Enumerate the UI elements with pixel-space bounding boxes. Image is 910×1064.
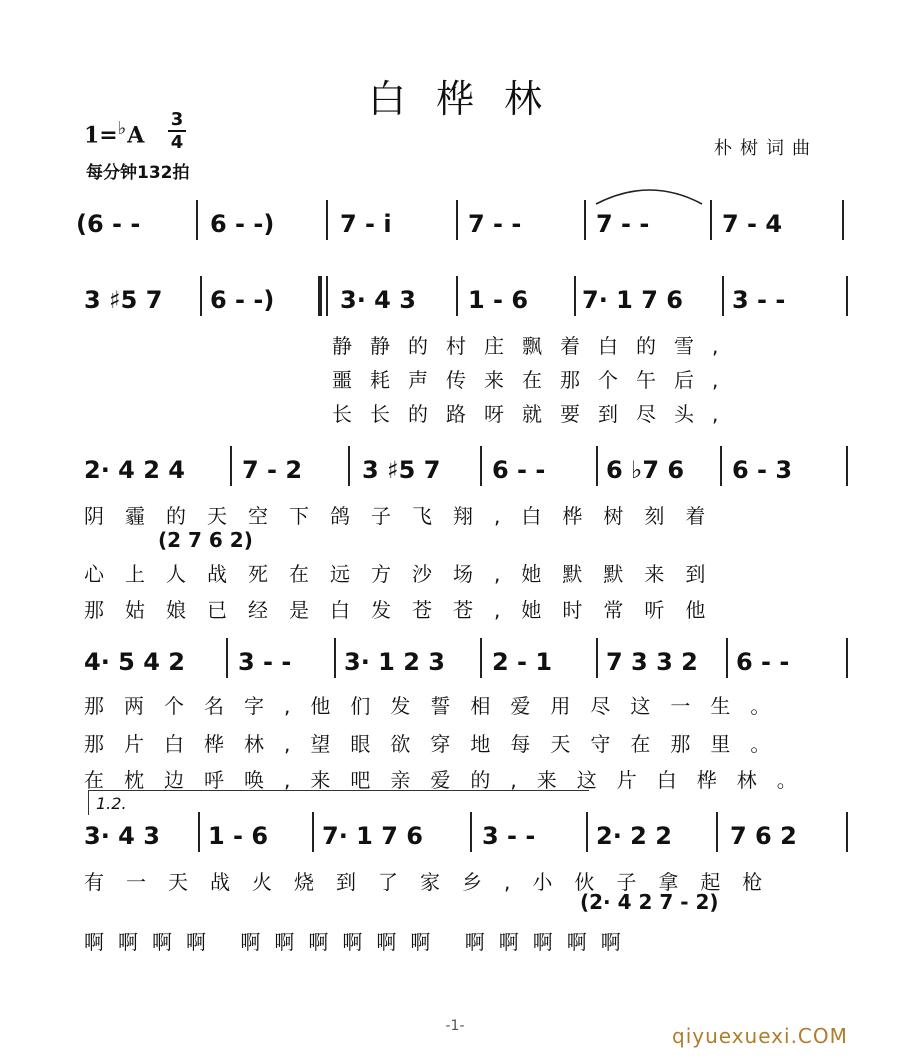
measure: 2 - 1 (492, 648, 553, 676)
measure: 7 3 3 2 (606, 648, 698, 676)
lyric-line: 那两个名字,他们发誓相爱用尽这一生。 (84, 694, 791, 718)
measure: (6 - - (76, 210, 141, 238)
barline (326, 276, 328, 316)
barline (846, 812, 848, 852)
measure: 7 - i (340, 210, 392, 238)
barline (456, 276, 458, 316)
barline (596, 638, 598, 678)
barline (710, 200, 712, 240)
measure: 2· 2 2 (596, 822, 672, 850)
barline (480, 638, 482, 678)
alt-melody: (2 7 6 2) (158, 528, 253, 552)
alt-melody: (2· 4 2 7 - 2) (580, 890, 719, 914)
measure: 7· 1 7 6 (582, 286, 683, 314)
measure: 3· 1 2 3 (344, 648, 445, 676)
measure: 6 - -) (210, 210, 275, 238)
lyric-line: 心上人战死在远方沙场,她默默来到 (84, 562, 727, 586)
time-top: 3 (170, 109, 184, 130)
measure: 3 - - (238, 648, 292, 676)
barline (846, 446, 848, 486)
barline (196, 200, 198, 240)
barline (574, 276, 576, 316)
barline (480, 446, 482, 486)
measure: 7 - 4 (722, 210, 783, 238)
measure: 3· 4 3 (84, 822, 160, 850)
composer-credit: 朴树词曲 (714, 138, 818, 159)
lyric-line: 那片白桦林,望眼欲穿地每天守在那里。 (84, 732, 791, 756)
lyric-line: 啊啊啊啊 啊啊啊啊啊啊 啊啊啊啊啊 (84, 930, 635, 954)
barline (470, 812, 472, 852)
page-number: -1- (445, 1018, 465, 1034)
lyric-line: 阴霾的天空下鸽子飞翔,白桦树刻着 (84, 504, 727, 528)
barline (200, 276, 202, 316)
barline (842, 200, 844, 240)
lyric-line: 静静的村庄飘着白的雪, (332, 334, 737, 358)
barline (722, 276, 724, 316)
key-note: A (127, 122, 145, 149)
barline (230, 446, 232, 486)
measure: 3 ♯5 7 (84, 286, 163, 314)
barline (584, 200, 586, 240)
measure: 7 - - (596, 210, 650, 238)
volta-bracket (88, 790, 589, 815)
measure: 3 ♯5 7 (362, 456, 441, 484)
repeat-start (318, 276, 322, 316)
lyric-line: 有一天战火烧到了家乡,小伙子拿起枪 (84, 870, 785, 894)
barline (334, 638, 336, 678)
flat-sign: ♭ (117, 118, 127, 139)
measure: 6 - -) (210, 286, 275, 314)
barline (716, 812, 718, 852)
barline (596, 446, 598, 486)
barline (326, 200, 328, 240)
time-bottom: 4 (170, 132, 184, 153)
volta-label: 1.2. (96, 794, 127, 813)
measure: 3 - - (482, 822, 536, 850)
measure: 3· 4 3 (340, 286, 416, 314)
measure: 7 6 2 (730, 822, 797, 850)
measure: 6 - - (492, 456, 546, 484)
barline (198, 812, 200, 852)
barline (846, 276, 848, 316)
barline (312, 812, 314, 852)
measure: 6 - 3 (732, 456, 793, 484)
barline (226, 638, 228, 678)
barline (348, 446, 350, 486)
key-signature (84, 118, 144, 148)
measure: 6 - - (736, 648, 790, 676)
barline (726, 638, 728, 678)
barline (846, 638, 848, 678)
watermark: qiyuexuexi.COM (672, 1024, 848, 1048)
key-prefix: 1= (84, 122, 118, 149)
song-title: 白桦林 (367, 77, 572, 121)
measure: 3 - - (732, 286, 786, 314)
tempo-marking: 每分钟132拍 (86, 163, 190, 183)
lyric-line: 那姑娘已经是白发苍苍,她时常听他 (84, 598, 727, 622)
measure: 6 ♭7 6 (606, 456, 685, 484)
time-signature (168, 110, 186, 152)
measure: 2· 4 2 4 (84, 456, 185, 484)
measure: 7· 1 7 6 (322, 822, 423, 850)
measure: 7 - - (468, 210, 522, 238)
lyric-line: 长长的路呀就要到尽头, (332, 402, 737, 426)
measure: 7 - 2 (242, 456, 303, 484)
lyric-line: 在枕边呼唤,来吧亲爱的,来这片白桦林。 (84, 768, 817, 792)
barline (586, 812, 588, 852)
barline (720, 446, 722, 486)
barline (456, 200, 458, 240)
measure: 1 - 6 (208, 822, 269, 850)
lyric-line: 噩耗声传来在那个午后, (332, 368, 737, 392)
measure: 1 - 6 (468, 286, 529, 314)
measure: 4· 5 4 2 (84, 648, 185, 676)
